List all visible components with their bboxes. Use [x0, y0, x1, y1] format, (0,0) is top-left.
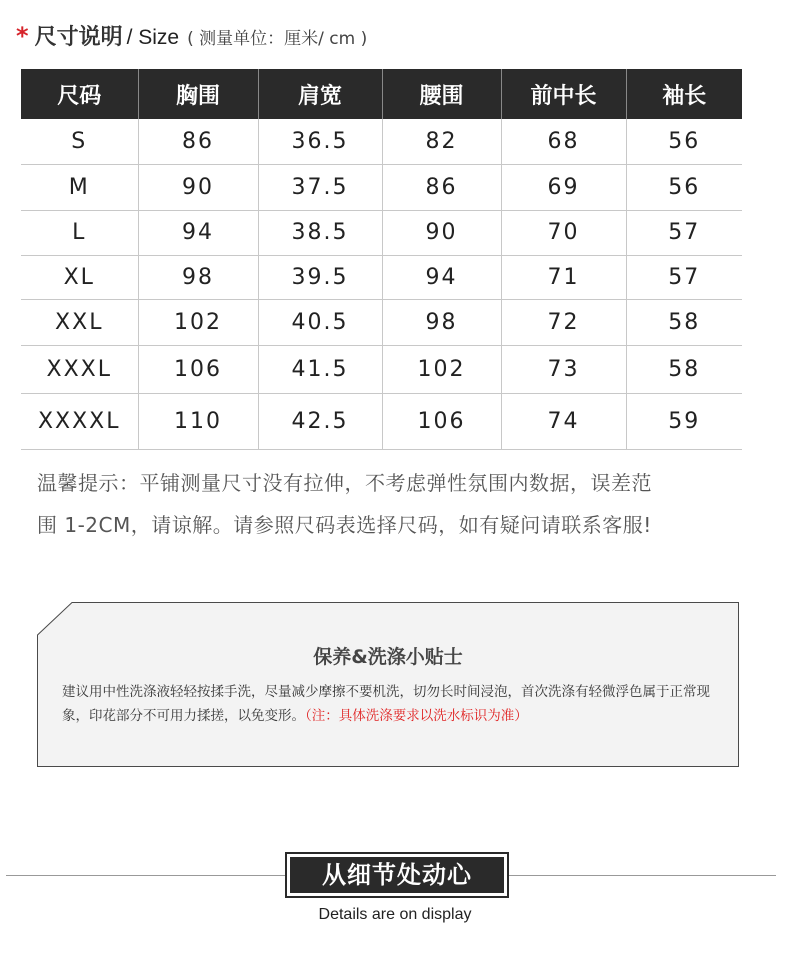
measure-cell: 57	[626, 210, 742, 255]
size-label-cell: M	[21, 164, 138, 210]
measure-cell: 94	[382, 255, 501, 299]
column-header: 胸围	[138, 69, 258, 119]
size-title-en: / Size	[126, 26, 180, 49]
measure-cell: 38.5	[258, 210, 382, 255]
measure-cell: 98	[138, 255, 258, 299]
measure-cell: 40.5	[258, 299, 382, 345]
measure-unit: ( 测量单位：厘米/ cm )	[187, 29, 368, 49]
size-table	[21, 69, 742, 450]
measure-cell: 39.5	[258, 255, 382, 299]
measure-cell: 56	[626, 164, 742, 210]
measure-cell: 102	[138, 299, 258, 345]
table-row	[21, 345, 742, 393]
measure-cell: 58	[626, 299, 742, 345]
measure-cell: 106	[382, 393, 501, 449]
measure-cell: 37.5	[258, 164, 382, 210]
table-body	[21, 119, 742, 449]
size-heading	[16, 20, 367, 54]
asterisk-icon: *	[16, 22, 29, 50]
tips-line-1: 温馨提示：平铺测量尺寸没有拉伸，不考虑弹性氛围内数据，误差范	[37, 471, 652, 495]
tips-line-2: 围 1-2CM，请谅解。请参照尺码表选择尺码，如有疑问请联系客服!	[37, 513, 652, 537]
table-row	[21, 119, 742, 164]
care-description	[62, 680, 732, 728]
column-header: 腰围	[382, 69, 501, 119]
table-row	[21, 210, 742, 255]
measure-cell: 98	[382, 299, 501, 345]
size-tips	[37, 462, 737, 546]
size-label-cell: XL	[21, 255, 138, 299]
measure-cell: 73	[501, 345, 626, 393]
column-header: 袖长	[626, 69, 742, 119]
table-row	[21, 393, 742, 449]
measure-cell: 71	[501, 255, 626, 299]
measure-cell: 90	[138, 164, 258, 210]
measure-cell: 86	[138, 119, 258, 164]
measure-cell: 86	[382, 164, 501, 210]
table-header-row	[21, 69, 742, 119]
size-label-cell: XXXL	[21, 345, 138, 393]
measure-cell: 58	[626, 345, 742, 393]
measure-cell: 69	[501, 164, 626, 210]
measure-cell: 42.5	[258, 393, 382, 449]
size-label-cell: XXL	[21, 299, 138, 345]
detail-badge	[285, 852, 509, 898]
measure-cell: 94	[138, 210, 258, 255]
column-header: 前中长	[501, 69, 626, 119]
care-note: （注：具体洗涤要求以洗水标识为准）	[305, 708, 528, 724]
size-label-cell: XXXXL	[21, 393, 138, 449]
measure-cell: 102	[382, 345, 501, 393]
measure-cell: 41.5	[258, 345, 382, 393]
measure-cell: 57	[626, 255, 742, 299]
measure-cell: 90	[382, 210, 501, 255]
care-text: 建议用中性洗涤液轻轻按揉手洗，尽量减少摩擦不要机洗，切勿长时间浸泡，首次洗涤有轻微浮色属于正常现象，印花部分不可用力揉搓，以免变形。	[62, 684, 710, 724]
measure-cell: 36.5	[258, 119, 382, 164]
table-row	[21, 164, 742, 210]
column-header: 尺码	[21, 69, 138, 119]
measure-cell: 70	[501, 210, 626, 255]
table-row	[21, 299, 742, 345]
measure-cell: 106	[138, 345, 258, 393]
measure-cell: 74	[501, 393, 626, 449]
table-row	[21, 255, 742, 299]
care-title: 保养&洗涤小贴士	[313, 646, 463, 668]
column-header: 肩宽	[258, 69, 382, 119]
care-tips-box	[37, 602, 739, 767]
measure-cell: 110	[138, 393, 258, 449]
measure-cell: 56	[626, 119, 742, 164]
measure-cell: 82	[382, 119, 501, 164]
measure-cell: 59	[626, 393, 742, 449]
detail-badge-label: 从细节处动心	[290, 857, 504, 893]
size-title: 尺寸说明	[34, 25, 123, 50]
measure-cell: 68	[501, 119, 626, 164]
size-label-cell: L	[21, 210, 138, 255]
size-label-cell: S	[21, 119, 138, 164]
measure-cell: 72	[501, 299, 626, 345]
detail-caption: Details are on display	[318, 906, 472, 923]
